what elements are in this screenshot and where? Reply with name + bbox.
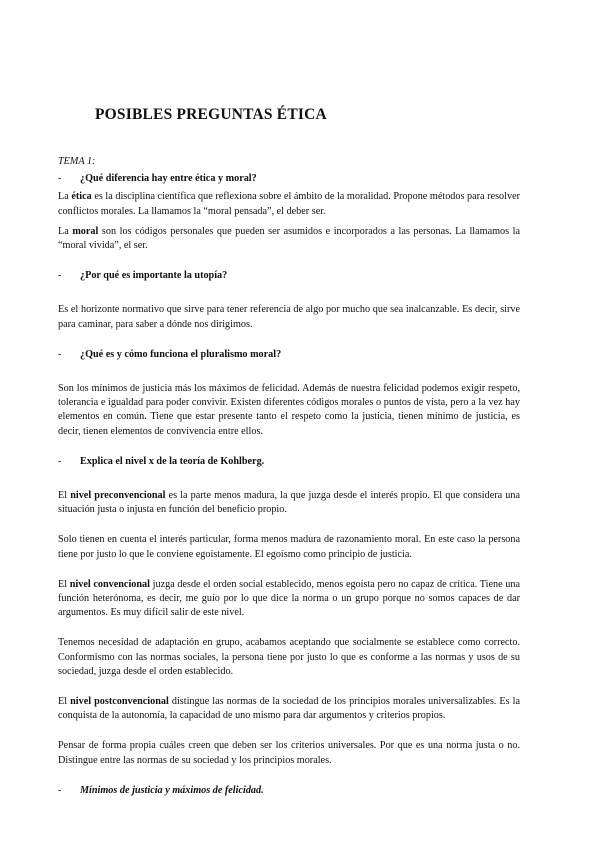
question-2 — [58, 269, 520, 283]
question-3-text: ¿Qué es y cómo funciona el pluralismo moral? — [80, 348, 282, 360]
paragraph-preconvencional: El nivel preconvencional es la parte menos madura, la que juzga desde el interés propio. El que considera una situación justa o injusta en función del beneficio propio. — [58, 490, 520, 516]
term-nivel-postconvencional: nivel postconvencional — [70, 696, 169, 708]
paragraph-convencional-detail: Tenemos necesidad de adaptación en grupo, acabamos aceptando que socialmente se establece como correcto. Conformismo con las normas sociales, la persona tiene por justo lo que es conforme a las normas y usos de su sociedad, juzga desde el orden establecido. — [58, 637, 520, 677]
paragraph-utopia: Es el horizonte normativo que sirve para tener referencia de algo por mucho que sea inalcanzable. Es decir, sirve para caminar, para saber a dónde nos dirigimos. — [58, 304, 520, 330]
section-heading-tema-1: TEMA 1: — [58, 156, 96, 167]
paragraph-moral: La moral son los códigos personales que pueden ser asumidos e incorporados a las personas. La llamamos la “moral vivida”, el ser. — [58, 225, 520, 252]
question-1 — [58, 172, 520, 186]
document-title: POSIBLES PREGUNTAS ÉTICA — [95, 106, 327, 123]
term-etica: ética — [71, 191, 92, 203]
paragraph-convencional: El nivel convencional juzga desde el orden social establecido, menos egoísta pero no capaz de crítica. Tiene una función heterónoma, es decir, me guío por lo que dice la norma o un grupo porque no somos capaces de dar argumentos. Es muy difícil salir de este nivel. — [58, 578, 520, 619]
term-moral: moral — [72, 225, 99, 237]
question-5 — [58, 784, 520, 798]
term-nivel-preconvencional: nivel preconvencional — [70, 490, 166, 502]
bullet-dash: - — [58, 348, 62, 360]
paragraph-preconvencional-detail: Solo tienen en cuenta el interés particular, forma menos madura de razonamiento moral. En este caso la persona tiene por justo lo que le conviene egoístamente. El egoísmo como principio de justicia. — [58, 534, 520, 560]
question-5-text: Mínimos de justicia y máximos de felicidad. — [80, 784, 264, 796]
paragraph-postconvencional-detail: Pensar de forma propia cuáles creen que deben ser los criterios universales. Por que es una norma justa o no. Distingue entre las normas de su sociedad y los principios morales. — [58, 740, 520, 766]
bullet-dash: - — [58, 455, 62, 467]
question-2-text: ¿Por qué es importante la utopía? — [80, 270, 228, 282]
bullet-dash: - — [58, 784, 62, 796]
term-nivel-convencional: nivel convencional — [69, 578, 150, 590]
document-body — [58, 155, 520, 802]
paragraph-etica: La ética es la disciplina científica que reflexiona sobre el ámbito de la moralidad. Propone métodos para resolver conflictos morales. La llamamos la “moral pensada”, el deber ser. — [58, 191, 520, 217]
question-3 — [58, 348, 520, 362]
bullet-dash: - — [58, 270, 62, 282]
question-4-text: Explica el nivel x de la teoría de Kohlberg. — [80, 455, 265, 467]
question-1-text: ¿Qué diferencia hay entre ética y moral? — [80, 173, 257, 185]
bullet-dash: - — [58, 173, 62, 185]
paragraph-postconvencional: El nivel postconvencional distingue las normas de la sociedad de los principios morales universalizables. Es la conquista de la autonomía, la capacidad de uno mismo para dar argumentos y criterios propios. — [58, 696, 520, 722]
paragraph-pluralismo: Son los mínimos de justicia más los máximos de felicidad. Además de nuestra felicidad podemos exigir respeto, tolerancia e igualdad para poder convivir. Existen diferentes códigos morales o puntos de vista, pero a la vez hay elementos en común. Tiene que estar presente tanto el respeto como la justicia, tienen mínimo de justicia, es decir, tienen elementos de convivencia entre ellos. — [58, 383, 520, 437]
question-4 — [58, 455, 520, 469]
